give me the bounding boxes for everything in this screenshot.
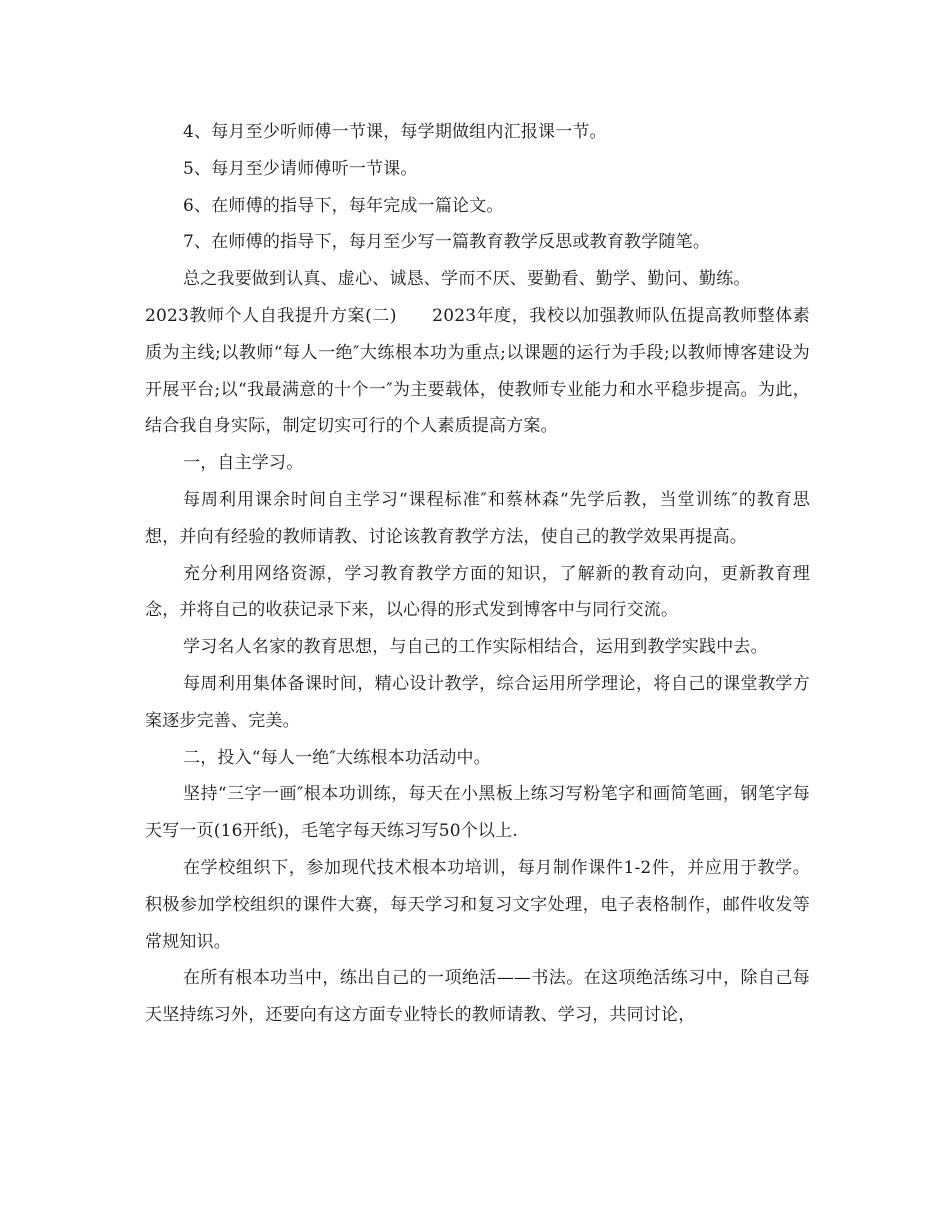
paragraph-writing-training: 坚持“三字一画″根本功训练，每天在小黑板上练习写粉笔字和画简笔画，钢笔字每天写一页(16开纸)，毛笔字每天练习写50个以上. xyxy=(145,784,810,842)
paragraph-famous-educators: 学习名人名家的教育思想，与自己的工作实际相结合，运用到教学实践中去。 xyxy=(183,637,768,658)
paragraph-item-5: 5、每月至少请师傅听一节课。 xyxy=(183,158,418,179)
paragraph-summary: 总之我要做到认真、虚心、诚恳、学而不厌、要勤看、勤学、勤问、勤练。 xyxy=(183,269,751,290)
paragraph-item-7: 7、在师傅的指导下，每月至少写一篇教育教学反思或教育教学随笔。 xyxy=(183,232,711,253)
paragraph-lesson-planning: 每周利用集体备课时间，精心设计教学，综合运用所学理论，将自己的课堂教学方案逐步完善、完美。 xyxy=(145,673,810,731)
paragraph-technology-training: 在学校组织下，参加现代技术根本功培训，每月制作课件1-2件，并应用于教学。积极参加学校组织的课件大赛，每天学习和复习文字处理，电子表格制作，邮件收发等常规知识。 xyxy=(145,857,810,952)
paragraph-item-4: 4、每月至少听师傅一节课，每学期做组内汇报课一节。 xyxy=(183,122,607,142)
document-body xyxy=(145,114,810,1034)
paragraph-curriculum-study: 每周利用课余时间自主学习“课程标准″和蔡林森“先学后教，当堂训练″的教育思想，并向有经验的教师请教、讨论该教育教学方法，使自己的教学效果再提高。 xyxy=(145,489,810,547)
paragraph-calligraphy: 在所有根本功当中，练出自己的一项绝活——书法。在这项绝活练习中，除自己每天坚持练习外，还要向有这方面专业特长的教师请教、学习，共同讨论， xyxy=(145,968,810,1026)
paragraph-network-resources: 充分利用网络资源，学习教育教学方面的知识，了解新的教育动向，更新教育理念，并将自己的收获记录下来，以心得的形式发到博客中与同行交流。 xyxy=(145,563,810,621)
section-heading-basic-skills: 二，投入“每人一绝″大练根本功活动中。 xyxy=(183,747,491,768)
section-heading-self-study: 一，自主学习。 xyxy=(183,453,304,474)
paragraph-plan-intro: 2023教师个人自我提升方案(二) 2023年度，我校以加强教师队伍提高教师整体素质为主线;以教师“每人一绝″大练根本功为重点;以课题的运行为手段;以教师博客建设为开展平台;以“我最满意的十个一″为主要载体，使教师专业能力和水平稳步提高。为此，结合我自身实际，制定切实可行的个人素质提高方案。 xyxy=(145,305,810,437)
paragraph-item-6: 6、在师傅的指导下，每年完成一篇论文。 xyxy=(183,195,504,216)
